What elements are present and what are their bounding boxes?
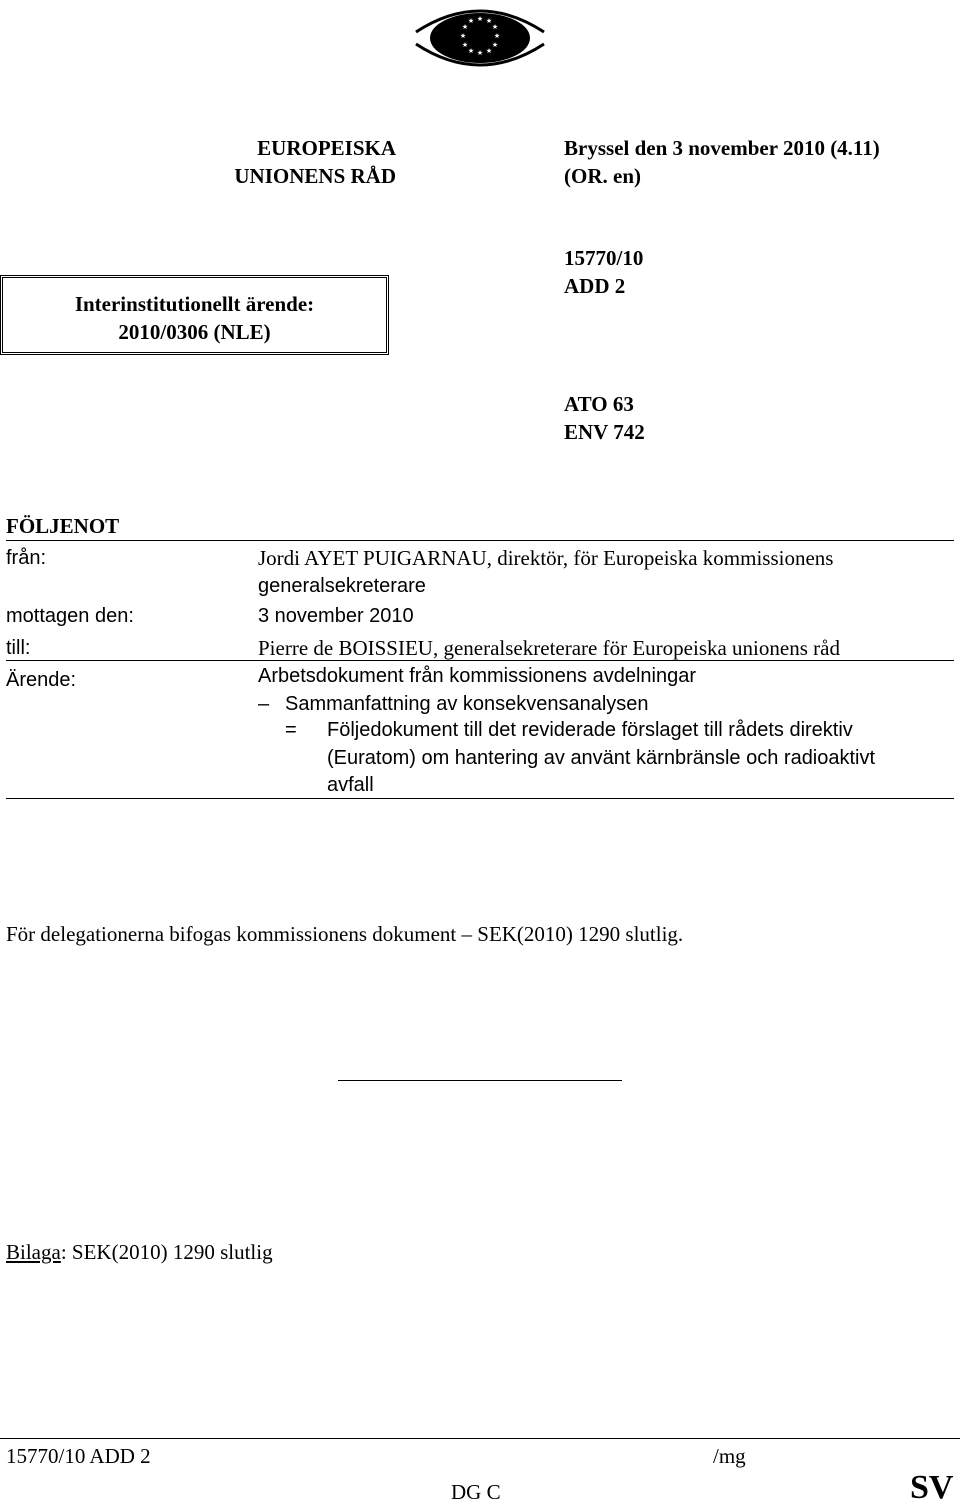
- from-label: från:: [6, 547, 47, 569]
- date-and-language: [564, 134, 954, 190]
- document-addendum: ADD 2: [564, 274, 626, 298]
- svg-text:★: ★: [493, 32, 501, 40]
- interinstitutional-number: 2010/0306 (NLE): [118, 320, 271, 344]
- interinstitutional-label: Interinstitutionellt ärende:: [74, 292, 315, 316]
- subject-line3: Följedokument till det reviderade förslaget till rådets direktiv: [327, 719, 853, 741]
- annex-value: : SEK(2010) 1290 slutlig: [60, 1240, 273, 1264]
- subject-code-ato: ATO 63: [564, 392, 634, 416]
- subject-code-env: ENV 742: [564, 420, 645, 444]
- to-rule: [6, 660, 954, 661]
- body-paragraph: För delegationerna bifogas kommissionens dokument – SEK(2010) 1290 slutlig.: [6, 922, 684, 946]
- svg-text:★: ★: [485, 47, 493, 55]
- institution-name-line2: UNIONENS RÅD: [234, 164, 396, 188]
- footer-dg: DG C: [451, 1480, 501, 1504]
- institution-name: [160, 134, 396, 190]
- from-value-line1: Jordi AYET PUIGARNAU, direktör, för Europeiska kommissionens: [258, 546, 834, 570]
- svg-text:★: ★: [459, 32, 467, 40]
- footer-initials: /mg: [713, 1444, 746, 1468]
- annex-line: [6, 1238, 273, 1266]
- subject-label: Ärende:: [6, 669, 77, 691]
- council-emblem-logo: [410, 2, 550, 74]
- subject-equals: =: [285, 719, 297, 741]
- svg-text:★: ★: [467, 47, 475, 55]
- document-number: 15770/10: [564, 246, 644, 270]
- from-value-line2: generalsekreterare: [258, 575, 426, 597]
- to-label: till:: [6, 637, 31, 659]
- footer-reference: 15770/10 ADD 2: [6, 1444, 151, 1468]
- svg-text:★: ★: [461, 23, 469, 31]
- footer-language-code: SV: [910, 1469, 954, 1506]
- footer-rule: [0, 1438, 960, 1439]
- subject-line4: (Euratom) om hantering av använt kärnbränsle och radioaktivt: [327, 747, 876, 769]
- subject-line2: Sammanfattning av konsekvensanalysen: [285, 693, 649, 715]
- note-top-rule: [6, 540, 954, 541]
- subject-line5: avfall: [327, 774, 374, 796]
- svg-text:★: ★: [485, 17, 493, 25]
- note-type-heading: FÖLJENOT: [6, 514, 120, 538]
- date-line: Bryssel den 3 november 2010 (4.11): [564, 136, 880, 160]
- institution-name-line1: EUROPEISKA: [257, 136, 396, 160]
- subject-codes: [564, 390, 645, 446]
- interinstitutional-file-box: [0, 275, 389, 355]
- to-value: Pierre de BOISSIEU, generalsekreterare för Europeiska unionens råd: [258, 636, 840, 660]
- received-label: mottagen den:: [6, 605, 134, 627]
- svg-text:★: ★: [491, 41, 499, 49]
- original-language: (OR. en): [564, 164, 641, 188]
- svg-text:★: ★: [476, 15, 484, 23]
- svg-text:★: ★: [491, 23, 499, 31]
- separator-rule: [338, 1080, 622, 1081]
- svg-text:★: ★: [467, 17, 475, 25]
- note-bottom-rule: [6, 798, 954, 799]
- document-reference: [564, 244, 643, 300]
- annex-label: Bilaga: [6, 1240, 61, 1264]
- received-value: 3 november 2010: [258, 605, 414, 627]
- subject-dash: –: [258, 693, 270, 715]
- svg-text:★: ★: [476, 49, 484, 57]
- svg-text:★: ★: [461, 41, 469, 49]
- subject-line1: Arbetsdokument från kommissionens avdelningar: [258, 665, 696, 687]
